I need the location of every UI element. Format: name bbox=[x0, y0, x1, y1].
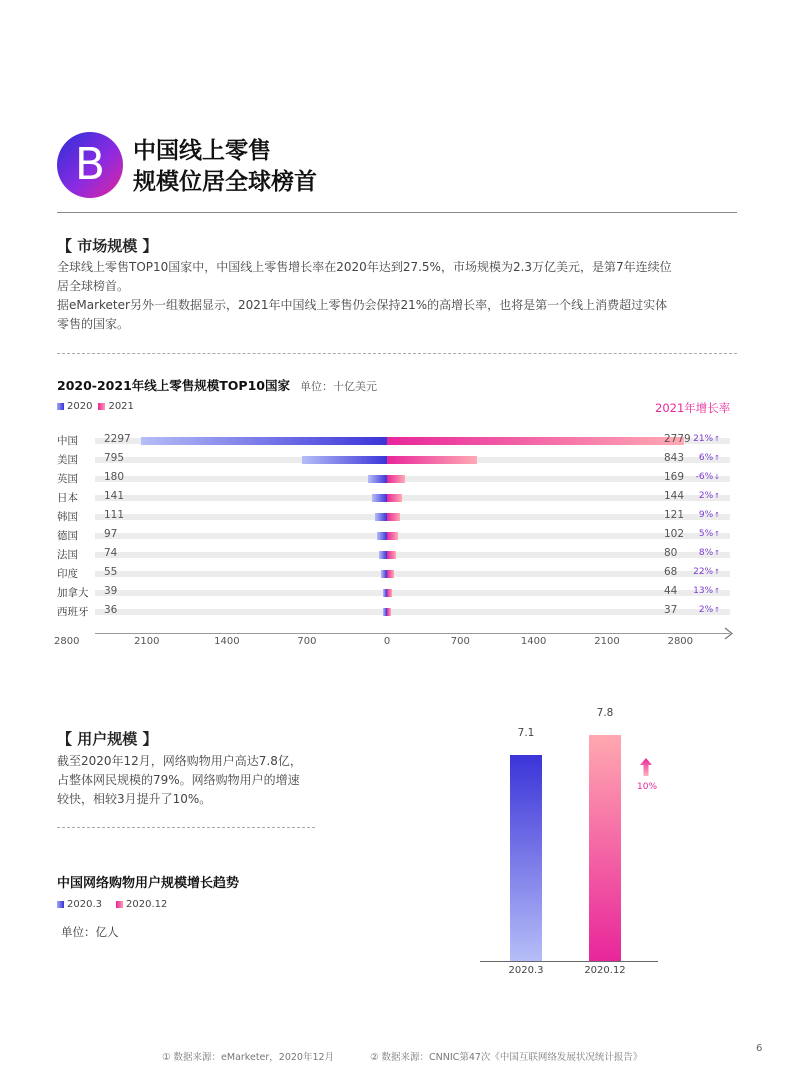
growth-up-arrow-icon bbox=[640, 758, 652, 776]
value-2020-label: 74 bbox=[104, 547, 118, 559]
arrow-up-icon: ↑ bbox=[714, 568, 720, 576]
growth-rate-value: 5% bbox=[698, 529, 714, 539]
users-category-2020-3: 2020.3 bbox=[508, 965, 544, 976]
growth-rate bbox=[680, 567, 720, 577]
users-paragraph bbox=[57, 752, 337, 809]
footer-source-1: ① 数据来源：eMarketer，2020年12月 bbox=[162, 1052, 335, 1063]
x-tick-label: 2100 bbox=[134, 636, 160, 647]
x-tick-label: 2800 bbox=[667, 636, 694, 647]
arrow-up-icon: ↑ bbox=[714, 587, 720, 595]
value-2021-label: 44 bbox=[664, 585, 678, 597]
arrow-up-icon: ↑ bbox=[714, 511, 720, 519]
legend-swatch-2020-12 bbox=[116, 901, 123, 908]
growth-header: 2021年增长率 bbox=[655, 401, 731, 415]
x-tick-label: 700 bbox=[297, 636, 317, 647]
bar-track bbox=[95, 533, 730, 539]
growth-rate bbox=[680, 605, 720, 615]
bar-2021 bbox=[387, 456, 477, 464]
users-chart-unit: 单位：亿人 bbox=[61, 925, 119, 939]
bar-2021 bbox=[387, 437, 684, 445]
value-2021-label: 144 bbox=[664, 490, 685, 502]
users-divider bbox=[57, 827, 315, 828]
footer-source-2: ② 数据来源：CNNIC第47次《中国互联网络发展状况统计报告》 bbox=[370, 1052, 643, 1063]
users-bar-2020-3 bbox=[510, 755, 542, 961]
growth-rate-value: -6% bbox=[695, 472, 714, 482]
bar-2021 bbox=[387, 551, 396, 559]
market-para2-line2: 零售的国家。 bbox=[57, 317, 130, 331]
legend-label-2020: 2020 bbox=[67, 401, 93, 412]
value-2021-label: 843 bbox=[664, 452, 685, 464]
growth-rate-value: 9% bbox=[698, 510, 714, 520]
legend-label-2020-3: 2020.3 bbox=[67, 899, 102, 910]
legend-label-2020-12: 2020.12 bbox=[126, 899, 168, 910]
arrow-down-icon: ↓ bbox=[714, 473, 720, 481]
legend-swatch-2021 bbox=[98, 403, 105, 410]
country-label: 西班牙 bbox=[57, 606, 89, 618]
top10-chart-unit: 单位：十亿美元 bbox=[299, 380, 377, 393]
growth-rate bbox=[680, 586, 720, 596]
market-para2-line1: 据eMarketer另外一组数据显示，2021年中国线上零售仍会保持21%的高增长率，也将是第一个线上消费超过实体 bbox=[57, 298, 668, 312]
arrow-up-icon: ↑ bbox=[714, 492, 720, 500]
bar-track bbox=[95, 590, 730, 596]
market-divider bbox=[57, 353, 737, 354]
value-2021-label: 169 bbox=[664, 471, 685, 483]
value-2020-label: 36 bbox=[104, 604, 118, 616]
growth-rate-value: 8% bbox=[698, 548, 714, 558]
users-bar-value-2020-12: 7.8 bbox=[596, 706, 614, 719]
bar-2020 bbox=[141, 437, 387, 445]
section-badge: B bbox=[57, 132, 123, 198]
country-label: 韩国 bbox=[57, 511, 78, 523]
axis-arrow-icon bbox=[724, 627, 734, 640]
growth-rate-value: 2% bbox=[698, 491, 714, 501]
growth-rate-value: 13% bbox=[693, 586, 714, 596]
bar-2020 bbox=[377, 532, 387, 540]
country-label: 印度 bbox=[57, 568, 78, 580]
bar-2020 bbox=[368, 475, 387, 483]
top10-chart-title bbox=[57, 376, 377, 394]
growth-rate bbox=[680, 510, 720, 520]
value-2020-label: 795 bbox=[104, 452, 125, 464]
bar-2021 bbox=[387, 475, 405, 483]
title-line-1: 中国线上零售 bbox=[133, 138, 271, 164]
bar-2020 bbox=[372, 494, 387, 502]
bar-2021 bbox=[387, 513, 400, 521]
bar-2021 bbox=[387, 589, 392, 597]
page-number: 6 bbox=[756, 1043, 763, 1054]
top10-chart-title-text: 2020-2021年线上零售规模TOP10国家 bbox=[57, 378, 290, 393]
page-title bbox=[133, 136, 317, 198]
x-tick-label: 700 bbox=[450, 636, 470, 647]
bar-2021 bbox=[387, 532, 398, 540]
value-2020-label: 55 bbox=[104, 566, 118, 578]
bar-track bbox=[95, 552, 730, 558]
value-2020-label: 141 bbox=[104, 490, 125, 502]
legend-swatch-2020 bbox=[57, 403, 64, 410]
growth-rate bbox=[680, 434, 720, 444]
value-2021-label: 80 bbox=[664, 547, 678, 559]
users-bar-2020-12 bbox=[589, 735, 621, 961]
value-2021-label: 2779 bbox=[664, 433, 691, 445]
value-2021-label: 102 bbox=[664, 528, 685, 540]
header-divider bbox=[57, 212, 737, 213]
country-label: 加拿大 bbox=[57, 587, 89, 599]
users-line-2: 占整体网民规模的79%。网络购物用户的增速 bbox=[57, 773, 300, 787]
value-2020-label: 39 bbox=[104, 585, 118, 597]
x-tick-label: 2100 bbox=[594, 636, 620, 647]
value-2020-label: 97 bbox=[104, 528, 118, 540]
growth-rate-value: 6% bbox=[698, 453, 714, 463]
market-paragraph bbox=[57, 258, 747, 334]
value-2021-label: 121 bbox=[664, 509, 685, 521]
users-heading: 【 用户规模 】 bbox=[57, 730, 158, 748]
value-2020-label: 2297 bbox=[104, 433, 131, 445]
growth-rate-value: 2% bbox=[698, 605, 714, 615]
title-line-2: 规模位居全球榜首 bbox=[133, 169, 317, 195]
country-label: 法国 bbox=[57, 549, 78, 561]
users-bar-value-2020-3: 7.1 bbox=[517, 727, 535, 740]
x-tick-label: 1400 bbox=[214, 636, 240, 647]
growth-rate bbox=[680, 529, 720, 539]
growth-rate-value: 22% bbox=[693, 567, 714, 577]
arrow-up-icon: ↑ bbox=[714, 606, 720, 614]
users-line-1: 截至2020年12月，网络购物用户高达7.8亿， bbox=[57, 754, 302, 768]
country-label: 中国 bbox=[57, 435, 78, 447]
value-2020-label: 111 bbox=[104, 509, 125, 521]
growth-rate-value: 21% bbox=[693, 434, 714, 444]
legend-swatch-2020-3 bbox=[57, 901, 64, 908]
value-2020-label: 180 bbox=[104, 471, 125, 483]
x-tick-label: 1400 bbox=[520, 636, 547, 647]
market-heading: 【 市场规模 】 bbox=[57, 237, 158, 255]
bar-track bbox=[95, 571, 730, 577]
bar-track bbox=[95, 514, 730, 520]
bar-track bbox=[95, 476, 730, 482]
bar-2020 bbox=[379, 551, 387, 559]
users-x-axis bbox=[480, 961, 658, 962]
market-para1-line1: 全球线上零售TOP10国家中，中国线上零售增长率在2020年达到27.5%，市场规模为2.3万亿美元，是第7年连续位 bbox=[57, 260, 672, 274]
x-tick-label: 0 bbox=[383, 636, 391, 647]
growth-rate bbox=[680, 491, 720, 501]
country-label: 日本 bbox=[57, 492, 78, 504]
growth-rate bbox=[680, 453, 720, 463]
arrow-up-icon: ↑ bbox=[714, 454, 720, 462]
growth-rate bbox=[680, 548, 720, 558]
top10-legend bbox=[57, 401, 134, 412]
users-category-2020-12: 2020.12 bbox=[584, 965, 626, 976]
country-label: 英国 bbox=[57, 473, 78, 485]
bar-2021 bbox=[387, 608, 391, 616]
users-legend bbox=[57, 899, 167, 910]
users-growth-annotation: 10% bbox=[637, 782, 658, 792]
top10-x-axis bbox=[95, 633, 730, 634]
users-chart-title: 中国网络购物用户规模增长趋势 bbox=[57, 876, 240, 891]
legend-label-2021: 2021 bbox=[108, 401, 134, 412]
bar-2020 bbox=[375, 513, 387, 521]
value-2021-label: 37 bbox=[664, 604, 678, 616]
country-label: 德国 bbox=[57, 530, 78, 542]
country-label: 美国 bbox=[57, 454, 78, 466]
value-2021-label: 68 bbox=[664, 566, 678, 578]
arrow-up-icon: ↑ bbox=[714, 549, 720, 557]
users-line-3: 较快，相较3月提升了10%。 bbox=[57, 792, 212, 806]
bar-track bbox=[95, 609, 730, 615]
growth-rate bbox=[680, 472, 720, 482]
x-tick-label: 2800 bbox=[54, 636, 80, 647]
bar-2020 bbox=[302, 456, 387, 464]
bar-2021 bbox=[387, 570, 394, 578]
bar-track bbox=[95, 495, 730, 501]
arrow-up-icon: ↑ bbox=[714, 530, 720, 538]
arrow-up-icon: ↑ bbox=[714, 435, 720, 443]
bar-2021 bbox=[387, 494, 402, 502]
market-para1-line2: 居全球榜首。 bbox=[57, 279, 130, 293]
